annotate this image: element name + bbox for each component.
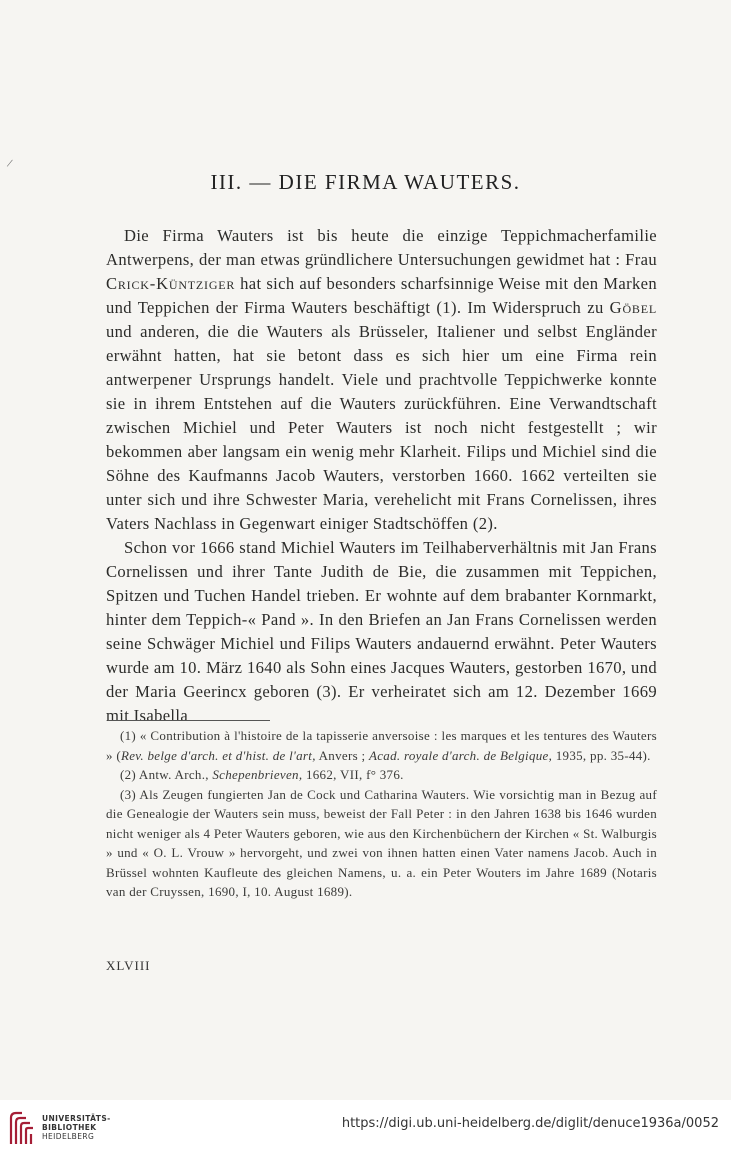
footnote-rule bbox=[108, 720, 270, 721]
page-folio: XLVIII bbox=[106, 958, 151, 973]
library-logo-icon bbox=[8, 1110, 36, 1146]
footnote-3: (3) Als Zeugen fungierten Jan de Cock und Catharina Wauters. Wie vorsichtig man in Bezug auf die Genealogie der Wauters sein muss, beweist der Fall Peter : in den Jahren 1638 bis 1646 wurden nicht weniger als 4 Peter Wauters geboren, wie aus den Kirchenbüchern der Kirchen « St. Walburgis » und « O. L. Vrouw » hervorgeht, und zwei von ihnen hatten einen Vater namens Jacob. Auch in Brüssel wohnten Kaufleute des gleichen Namens, u. a. ein Peter Wouters im Jahre 1689 (Notaris van der Cruyssen, 1690, I, 10. August 1689). bbox=[106, 786, 657, 899]
source-url-link[interactable]: https://digi.ub.uni-heidelberg.de/diglit/denuce1936a/0052 bbox=[341, 1116, 719, 1131]
paragraph-1: Die Firma Wauters ist bis heute die einzige Teppichmacherfamilie Antwerpens, der man etwas gründlichere Untersuchungen gewidmet hat : Frau Crick-Küntziger hat sich auf besonders scharfsinnige Weise mit den Marken und Teppichen der Firma Wauters beschäftigt (1). Im Widerspruch zu Göbel und anderen, die die Wauters als Brüsseler, Italiener und selbst Engländer erwähnt hatten, hat sie betont dass es sich hier um eine Firma rein antwerpener Ursprungs handelt. Viele und prachtvolle Teppichwerke konnte sie in ihrem Entstehen auf die Wauters zurückführen. Eine Verwandtschaft zwischen Michiel und Peter Wauters ist noch nicht festgestellt ; wir bekommen aber langsam ein wenig mehr Klarheit. Filips und Michiel sind die Söhne des Kaufmanns Jacob Wauters, verstorben 1660. 1662 verteilten sie unter sich und ihre Schwester Maria, verehelicht mit Frans Cornelissen, ihres Vaters Nachlass in Gegenwart einiger Stadtschöffen (2). bbox=[106, 226, 657, 533]
chapter-title: III. — DIE FIRMA WAUTERS. bbox=[210, 170, 521, 194]
library-name: UNIVERSITÄTS- BIBLIOTHEK HEIDELBERG bbox=[42, 1114, 111, 1141]
footnote-2: (2) Antw. Arch., Schepenbrieven, 1662, VII, f° 376. bbox=[120, 767, 404, 782]
author-name-crick-kuentziger: Crick-Küntziger bbox=[106, 274, 236, 293]
body-text bbox=[106, 224, 657, 728]
author-name-goebel: Göbel bbox=[609, 298, 657, 317]
paragraph-2: Schon vor 1666 stand Michiel Wauters im Teilhaberverhältnis mit Jan Frans Cornelissen und ihrer Tante Judith de Bie, die zusammen mit Teppichen, Spitzen und Tuchen Handel trieben. Er wohnte auf dem brabanter Kornmarkt, hinter dem Teppich-« Pand ». In den Briefen an Jan Frans Cornelissen werden seine Schwäger Michiel und Filips Wauters andauernd erwähnt. Peter Wauters wurde am 10. März 1640 als Sohn eines Jacques Wauters, gestorben 1670, und der Maria Geerincx geboren (3). Er verheiratet sich am 12. Dezember 1669 mit Isabella bbox=[106, 538, 657, 725]
footnote-1: (1) « Contribution à l'histoire de la tapisserie anversoise : les marques et les tentures des Wauters » (Rev. belge d'arch. et d'hist. de l'art, Anvers ; Acad. royale d'arch. de Belgique, 1935, pp. 35-44). bbox=[106, 728, 657, 763]
margin-mark: / bbox=[5, 155, 14, 171]
footer-bar bbox=[0, 1100, 731, 1155]
footnotes bbox=[106, 726, 657, 902]
